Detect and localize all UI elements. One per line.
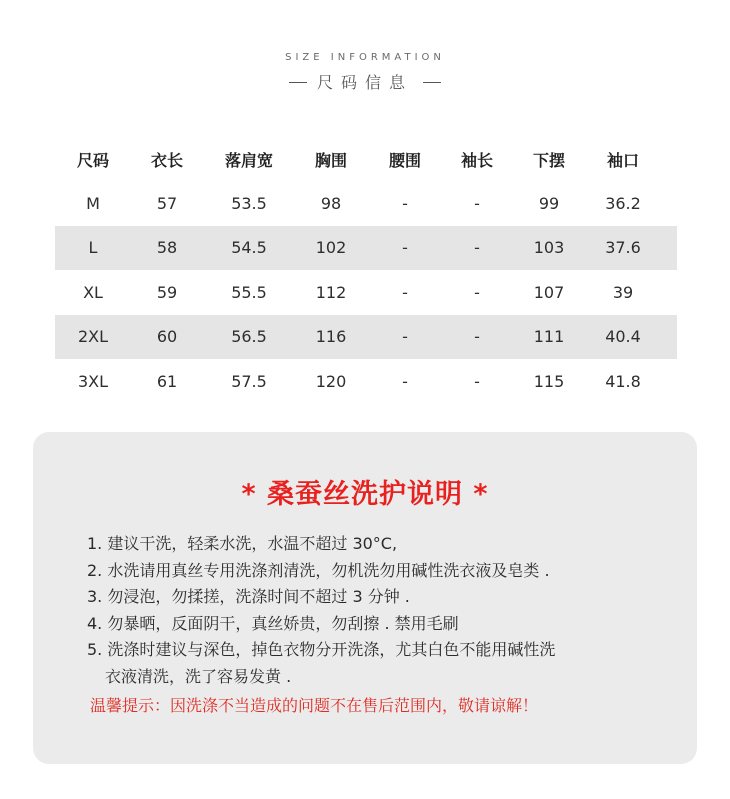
table-cell: 2XL (77, 327, 109, 347)
table-cell: - (474, 193, 480, 213)
table-cell: 59 (156, 282, 178, 302)
care-item-continuation: 衣液清洗，洗了容易发黄 . (105, 666, 292, 686)
table-cell: 98 (320, 193, 342, 213)
care-title: * 桑蚕丝洗护说明 * (241, 479, 489, 510)
header-subtitle-en: SIZE INFORMATION (285, 52, 445, 63)
table-header-cell: 落肩宽 (224, 150, 273, 170)
table-header-cell: 尺码 (76, 150, 109, 170)
care-instructions-panel (33, 432, 697, 764)
care-note: 温馨提示：因洗涤不当造成的问题不在售后范围内，敬请谅解！ (90, 696, 539, 715)
table-cell: - (402, 238, 408, 258)
table-cell: 112 (315, 282, 347, 302)
size-table (55, 137, 677, 404)
table-cell: 57 (156, 193, 178, 213)
table-cell: 41.8 (605, 371, 641, 391)
table-cell: - (474, 282, 480, 302)
table-row (55, 181, 677, 226)
table-cell: XL (83, 282, 103, 302)
table-cell: L (88, 238, 98, 258)
table-header-cell: 袖口 (606, 150, 639, 170)
table-cell: 36.2 (605, 193, 641, 213)
table-cell: 111 (533, 327, 565, 347)
header-title-text: 尺码信息 (316, 73, 413, 92)
care-item: 4. 勿暴晒，反面阴干，真丝娇贵，勿刮擦 . 禁用毛刷 (87, 613, 459, 633)
header-title (0, 70, 730, 93)
table-cell: 60 (156, 327, 178, 347)
table-cell: 99 (538, 193, 560, 213)
care-item: 3. 勿浸泡，勿揉搓，洗涤时间不超过 3 分钟 . (87, 587, 410, 606)
table-header-cell: 腰围 (388, 150, 421, 170)
table-cell: - (402, 327, 408, 347)
table-cell: - (474, 327, 480, 347)
table-row (55, 226, 677, 271)
table-cell: 37.6 (605, 238, 641, 258)
table-cell: 57.5 (231, 371, 267, 391)
table-cell: 103 (533, 238, 565, 258)
table-cell: 40.4 (605, 327, 641, 347)
table-cell: - (474, 371, 480, 391)
table-cell: - (402, 282, 408, 302)
table-cell: 102 (315, 238, 347, 258)
table-cell: 107 (533, 282, 565, 302)
table-cell: 3XL (77, 371, 109, 391)
care-item: 5. 洗涤时建议与深色，掉色衣物分开洗涤，尤其白色不能用碱性洗 (87, 640, 556, 659)
right-dash (423, 82, 441, 83)
table-header-cell: 胸围 (314, 150, 347, 170)
table-cell: M (86, 193, 100, 213)
table-cell: 54.5 (231, 238, 267, 258)
care-item: 1. 建议干洗，轻柔水洗，水温不超过 30°C, (87, 534, 398, 553)
care-item: 2. 水洗请用真丝专用洗涤剂清洗，勿机洗勿用碱性洗衣液及皂类 . (87, 560, 550, 580)
table-cell: 55.5 (231, 282, 267, 302)
table-row (55, 270, 677, 315)
table-cell: - (402, 193, 408, 213)
table-cell: - (402, 371, 408, 391)
table-header-row (55, 137, 677, 181)
table-header-cell: 袖长 (460, 150, 493, 170)
left-dash (289, 82, 307, 83)
table-cell: 39 (612, 282, 634, 302)
table-cell: 58 (156, 238, 178, 258)
table-header-cell: 衣长 (150, 150, 183, 170)
table-cell: 53.5 (231, 193, 267, 213)
table-cell: 56.5 (231, 327, 267, 347)
care-list (87, 531, 677, 690)
table-row (55, 315, 677, 360)
table-cell: 120 (315, 371, 347, 391)
table-header-cell: 下摆 (532, 150, 565, 170)
table-cell: 116 (315, 327, 347, 347)
table-row (55, 359, 677, 404)
table-cell: 61 (156, 371, 178, 391)
table-cell: 115 (533, 371, 565, 391)
table-cell: - (474, 238, 480, 258)
